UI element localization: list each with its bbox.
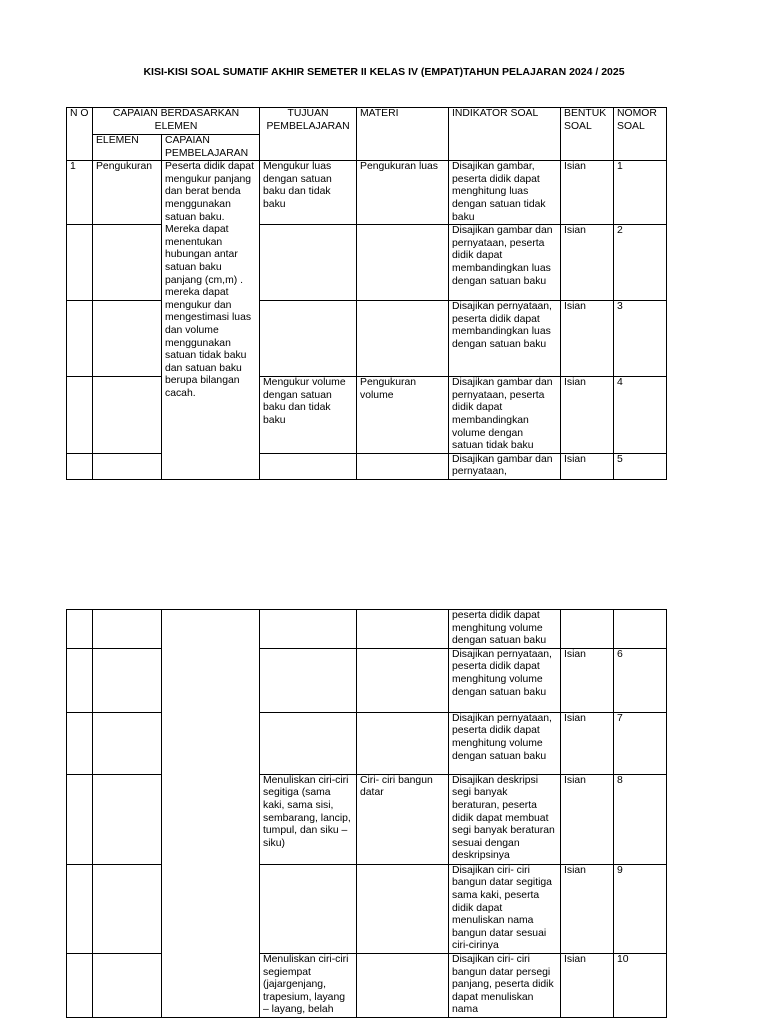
row-materi: Pengukuran luas — [357, 161, 449, 225]
row-materi: Pengukuran volume — [357, 377, 449, 454]
row-capaian-pembelajaran: Peserta didik dapat mengukur panjang dan berat benda menggunakan satuan baku. Mereka dapat menentukan hubungan antar satuan baku panjang (cm,m) . mereka dapat mengukur dan mengestimasi luas dan volume menggunakan satuan tidak baku dan satuan baku berupa bilangan cacah. — [162, 161, 260, 480]
header-cp: CAPAIAN PEMBELAJARAN — [162, 135, 260, 161]
header-no: N O — [67, 108, 93, 161]
row-indikator: Disajikan ciri- ciri bangun datar persegi panjang, peserta didik dapat menuliskan nama — [449, 953, 561, 1017]
row-bentuk: Isian — [561, 648, 614, 712]
table-row — [67, 648, 667, 712]
row-bentuk: Isian — [561, 712, 614, 774]
row-elemen: Pengukuran — [93, 161, 162, 225]
row-bentuk — [561, 610, 614, 649]
kisi-kisi-table-page-2 — [66, 609, 667, 1018]
row-indikator: Disajikan gambar, peserta didik dapat menghitung luas dengan satuan tidak baku — [449, 161, 561, 225]
table-row — [67, 301, 667, 377]
row-bentuk: Isian — [561, 864, 614, 953]
header-bentuk: BENTUK SOAL — [561, 108, 614, 161]
row-tujuan: Menuliskan ciri-ciri segiempat (jajargenjang, trapesium, layang – layang, belah — [260, 953, 357, 1017]
table-row — [67, 712, 667, 774]
row-bentuk: Isian — [561, 774, 614, 864]
row-nomor: 10 — [614, 953, 667, 1017]
table-row — [67, 864, 667, 953]
row-indikator: Disajikan gambar dan pernyataan, — [449, 453, 561, 479]
row-indikator: Disajikan ciri- ciri bangun datar segitiga sama kaki, peserta didik dapat menuliskan nama bangun datar sesuai ciri-cirinya — [449, 864, 561, 953]
row-bentuk: Isian — [561, 225, 614, 301]
row-indikator: Disajikan gambar dan pernyataan, peserta didik dapat membandingkan luas dengan satuan baku — [449, 225, 561, 301]
row-bentuk: Isian — [561, 453, 614, 479]
row-indikator: Disajikan pernyataan, peserta didik dapat menghitung volume dengan satuan baku — [449, 712, 561, 774]
header-elemen: ELEMEN — [93, 135, 162, 161]
row-bentuk: Isian — [561, 953, 614, 1017]
row-nomor: 2 — [614, 225, 667, 301]
row-nomor: 8 — [614, 774, 667, 864]
row-bentuk: Isian — [561, 301, 614, 377]
row-tujuan: Menuliskan ciri-ciri segitiga (sama kaki, sama sisi, sembarang, lancip, tumpul, dan siku – siku) — [260, 774, 357, 864]
row-nomor: 7 — [614, 712, 667, 774]
row-nomor: 6 — [614, 648, 667, 712]
row-materi: Ciri- ciri bangun datar — [357, 774, 449, 864]
row-no: 1 — [67, 161, 93, 225]
row-nomor: 1 — [614, 161, 667, 225]
row-indikator: Disajikan deskripsi segi banyak beraturan, peserta didik dapat membuat segi banyak beraturan sesuai dengan deskripsinya — [449, 774, 561, 864]
row-indikator: Disajikan pernyataan, peserta didik dapat menghitung volume dengan satuan baku — [449, 648, 561, 712]
table-row — [67, 377, 667, 454]
row-nomor: 9 — [614, 864, 667, 953]
table-row — [67, 610, 667, 649]
table-row — [67, 453, 667, 479]
kisi-kisi-table-page-1 — [66, 107, 667, 480]
row-nomor — [614, 610, 667, 649]
row-indikator: peserta didik dapat menghitung volume dengan satuan baku — [449, 610, 561, 649]
row-nomor: 3 — [614, 301, 667, 377]
header-nomor: NOMOR SOAL — [614, 108, 667, 161]
header-materi: MATERI — [357, 108, 449, 161]
page-title: KISI-KISI SOAL SUMATIF AKHIR SEMETER II KELAS IV (EMPAT)TAHUN PELAJARAN 2024 / 2025 — [143, 66, 625, 78]
row-bentuk: Isian — [561, 161, 614, 225]
row-nomor: 5 — [614, 453, 667, 479]
row-nomor: 4 — [614, 377, 667, 454]
table-row — [67, 225, 667, 301]
row-tujuan: Mengukur luas dengan satuan baku dan tidak baku — [260, 161, 357, 225]
row-tujuan: Mengukur volume dengan satuan baku dan tidak baku — [260, 377, 357, 454]
row-indikator: Disajikan pernyataan, peserta didik dapat membandingkan luas dengan satuan baku — [449, 301, 561, 377]
table-row — [67, 953, 667, 1017]
row-bentuk: Isian — [561, 377, 614, 454]
header-indikator: INDIKATOR SOAL — [449, 108, 561, 161]
row-capaian-pembelajaran-continued — [162, 610, 260, 1018]
row-indikator: Disajikan gambar dan pernyataan, peserta didik dapat membandingkan volume dengan satuan tidak baku — [449, 377, 561, 454]
table-row — [67, 161, 667, 225]
header-capaian: CAPAIAN BERDASARKAN ELEMEN — [93, 108, 260, 135]
header-tujuan: TUJUAN PEMBELAJARAN — [260, 108, 357, 161]
table-row — [67, 774, 667, 864]
